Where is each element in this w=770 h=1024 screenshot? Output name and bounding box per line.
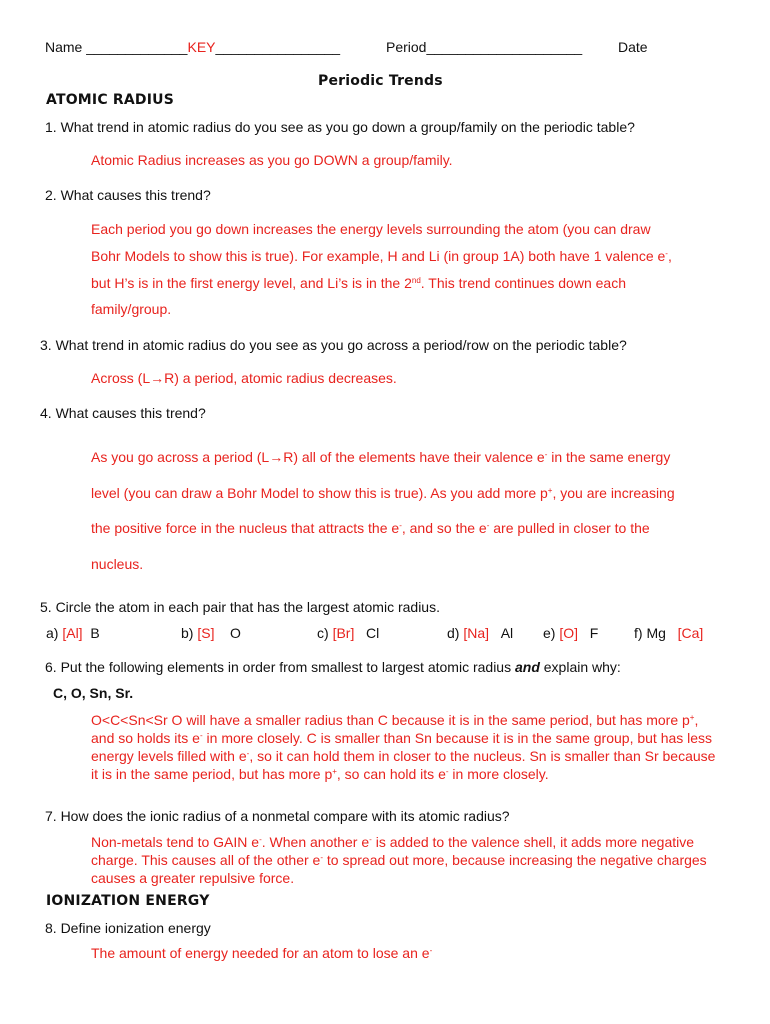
question-7: 7. How does the ionic radius of a nonmetal compare with its atomic radius? — [45, 808, 510, 824]
pair-f: f) Mg [Ca] — [634, 625, 704, 641]
pair-a-answer: [Al] — [62, 625, 83, 641]
name-value: KEY — [187, 39, 216, 55]
answer-6: O<C<Sn<Sr O will have a smaller radius than C because it is in the same period, but has more p+, and so holds its e- in more closely. C is smaller than Sn because it is in the same group, but has less energy levels filled with e-, so it can hold them in closer to the nucleus. Sn is smaller than Sr because it is in the same period, but has more p+, so can hold its e- in more closely. — [91, 712, 716, 782]
question-8: 8. Define ionization energy — [45, 920, 211, 936]
pair-b-answer: [S] — [197, 625, 215, 641]
answer-4-line-4: nucleus. — [91, 556, 144, 572]
answer-8: The amount of energy needed for an atom to lose an e- — [91, 945, 433, 961]
date-label: Date — [618, 39, 648, 55]
section-heading-ionization-energy: IONIZATION ENERGY — [46, 893, 210, 909]
question-2: 2. What causes this trend? — [45, 187, 211, 203]
page-title: Periodic Trends — [318, 73, 443, 89]
pair-c: c) [Br] Cl — [317, 625, 380, 641]
answer-7: Non-metals tend to GAIN e-. When another e- is added to the valence shell, it adds more negative charge. This causes all of the other e- to spread out more, because increasing the negative charges causes a greater repulsive force. — [91, 834, 707, 886]
question-3: 3. What trend in atomic radius do you see as you go across a period/row on the periodic table? — [40, 337, 627, 353]
question-4: 4. What causes this trend? — [40, 405, 206, 421]
pair-d: d) [Na] Al — [447, 625, 514, 641]
pair-b: b) [S] O — [181, 625, 241, 641]
answer-2-line-4: family/group. — [91, 301, 172, 317]
answer-3: Across (L→R) a period, atomic radius decreases. — [91, 370, 397, 386]
pair-e: e) [O] F — [543, 625, 599, 641]
question-6-elements: C, O, Sn, Sr. — [53, 685, 134, 701]
pair-e-answer: [O] — [559, 625, 579, 641]
answer-2-line-2: Bohr Models to show this is true). For example, H and Li (in group 1A) both have 1 valence e-, — [91, 248, 672, 264]
question-1: 1. What trend in atomic radius do you see as you go down a group/family on the periodic table? — [45, 119, 635, 135]
answer-1: Atomic Radius increases as you go DOWN a group/family. — [91, 152, 453, 168]
answer-4-line-3: the positive force in the nucleus that attracts the e-, and so the e- are pulled in closer to the — [91, 520, 650, 536]
question-6: 6. Put the following elements in order from smallest to largest atomic radius and explain why: — [45, 659, 621, 675]
answer-4-line-2: level (you can draw a Bohr Model to show this is true). As you add more p+, you are increasing — [91, 485, 675, 501]
name-line: Name _____________KEY________________ — [45, 39, 341, 55]
pair-f-answer: [Ca] — [677, 625, 704, 641]
pair-d-answer: [Na] — [463, 625, 490, 641]
question-5: 5. Circle the atom in each pair that has the largest atomic radius. — [40, 599, 440, 615]
section-heading-atomic-radius: ATOMIC RADIUS — [46, 92, 174, 108]
answer-2-line-1: Each period you go down increases the energy levels surrounding the atom (you can draw — [91, 221, 651, 237]
pair-a: a) [Al] B — [46, 625, 100, 641]
pair-c-answer: [Br] — [332, 625, 355, 641]
answer-2-line-3: but H’s is in the first energy level, and Li’s is in the 2nd. This trend continues down each — [91, 275, 626, 291]
period-line: Period____________________ — [386, 39, 583, 55]
answer-4-line-1: As you go across a period (L→R) all of the elements have their valence e- in the same energy — [91, 449, 671, 465]
